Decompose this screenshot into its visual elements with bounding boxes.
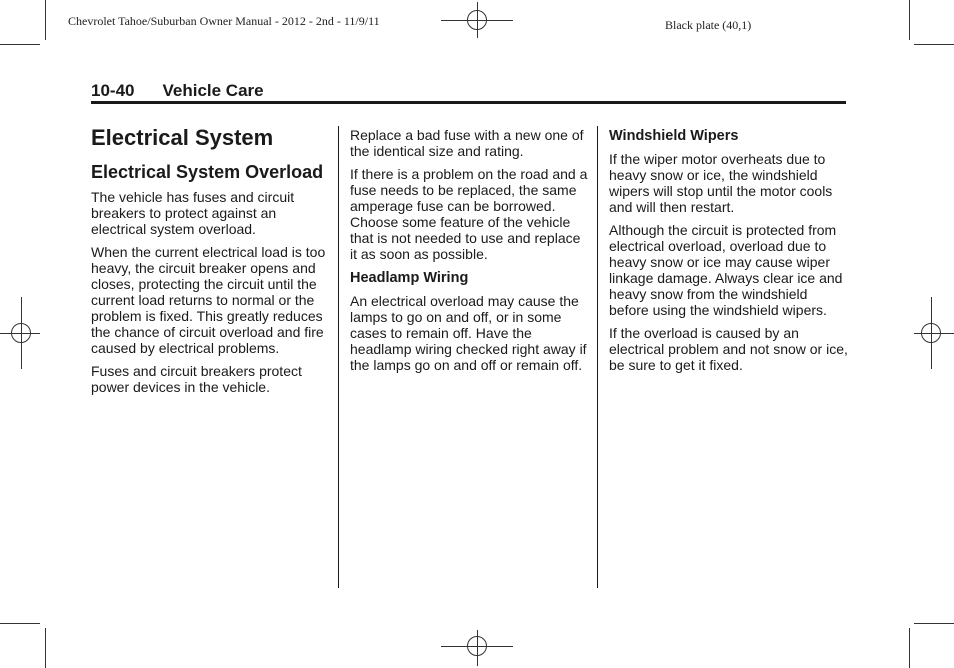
overload-paragraph-4: Replace a bad fuse with a new one of the identical size and rating. <box>350 127 584 159</box>
headlamp-paragraph-1: An electrical overload may cause the lamps to go on and off, or in some cases to remain off. Have the headlamp wiring checked right away if the lamps go on and off or remain off. <box>350 293 587 373</box>
wipers-paragraph-2: Although the circuit is protected from electrical overload, overload due to heavy snow or ice may cause wiper linkage damage. Always clear ice and heavy snow from the windshield before using the windshield wipers. <box>609 222 843 318</box>
overload-paragraph-1: The vehicle has fuses and circuit breakers to protect against an electrical system overload. <box>91 189 295 237</box>
page-number: 10-40 <box>91 81 135 100</box>
wipers-paragraph-3: If the overload is caused by an electrical problem and not snow or ice, be sure to get it fixed. <box>609 325 848 373</box>
overload-paragraph-5: If there is a problem on the road and a fuse needs to be replaced, the same amperage fuse can be borrowed. Choose some feature of the vehicle that is not needed to use and replace it as soon as possible. <box>350 166 588 262</box>
overload-heading: Electrical System Overload <box>91 162 324 182</box>
column-divider-2 <box>597 126 598 588</box>
print-slug-left: Chevrolet Tahoe/Suburban Owner Manual - 2012 - 2nd - 11/9/11 <box>68 14 380 28</box>
column-2 <box>350 125 590 380</box>
overload-paragraph-3: Fuses and circuit breakers protect power devices in the vehicle. <box>91 363 302 395</box>
section-title: Vehicle Care <box>162 81 264 100</box>
wipers-paragraph-1: If the wiper motor overheats due to heavy snow or ice, the windshield wipers will stop until the motor cools and will then restart. <box>609 151 833 215</box>
column-1 <box>91 125 329 402</box>
print-slug-right: Black plate (40,1) <box>665 18 752 32</box>
running-header <box>91 81 264 101</box>
overload-paragraph-2: When the current electrical load is too heavy, the circuit breaker opens and closes, protecting the circuit until the current load returns to normal or the problem is fixed. This greatly reduces the chance of circuit overload and fire caused by electrical problems. <box>91 244 326 356</box>
wipers-heading: Windshield Wipers <box>609 128 739 144</box>
column-divider-1 <box>338 126 339 588</box>
page-title: Electrical System <box>91 125 274 150</box>
headlamp-heading: Headlamp Wiring <box>350 270 469 286</box>
header-rule <box>91 101 846 104</box>
column-3 <box>609 125 849 380</box>
